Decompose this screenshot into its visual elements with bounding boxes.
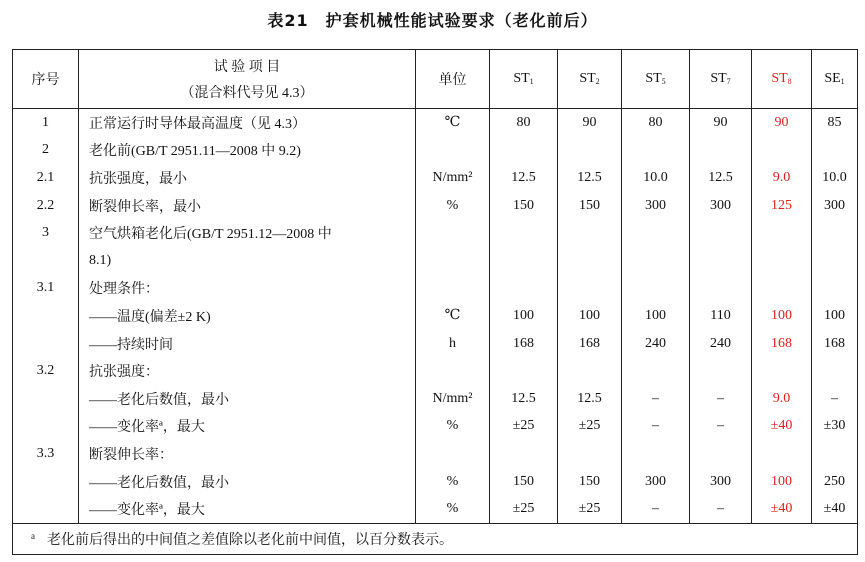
cell-value <box>622 275 690 303</box>
col-header-compound-5 <box>752 50 812 109</box>
cell-value <box>558 247 622 275</box>
col-header-compound-1 <box>490 50 558 109</box>
cell-value <box>490 357 558 385</box>
compound-code: ST <box>579 71 596 86</box>
footnote-text: 老化前后得出的中间值之差值除以老化前中间值，以百分数表示。 <box>47 532 453 548</box>
cell-value: 125 <box>752 192 812 220</box>
cell-value: 168 <box>752 330 812 358</box>
table-row <box>13 440 858 468</box>
table-title: 表21 护套机械性能试验要求（老化前后） <box>267 11 598 30</box>
cell-value: ±40 <box>752 413 812 441</box>
cell-unit: % <box>416 495 490 523</box>
cell-unit: ℃ <box>416 109 490 137</box>
cell-value <box>752 219 812 247</box>
cell-value <box>622 219 690 247</box>
footnote <box>13 523 858 554</box>
cell-value: 85 <box>812 109 858 137</box>
col-header-item-line2: （混合料代号见 4.3） <box>180 86 314 101</box>
cell-unit <box>416 357 490 385</box>
table-row <box>13 164 858 192</box>
cell-seq <box>13 302 79 330</box>
cell-value: 90 <box>752 109 812 137</box>
cell-item: 处理条件： <box>79 275 416 303</box>
table-row <box>13 192 858 220</box>
cell-value <box>622 357 690 385</box>
cell-value: 240 <box>622 330 690 358</box>
table-body <box>13 109 858 524</box>
compound-subscript: 1 <box>529 77 534 86</box>
compound-code: ST <box>710 71 727 86</box>
cell-value <box>690 219 752 247</box>
cell-seq <box>13 247 79 275</box>
cell-value: 150 <box>558 468 622 496</box>
cell-unit: h <box>416 330 490 358</box>
cell-value: 300 <box>690 192 752 220</box>
table-row <box>13 137 858 165</box>
cell-value <box>752 440 812 468</box>
cell-value: ±40 <box>752 495 812 523</box>
cell-value: – <box>622 495 690 523</box>
cell-seq: 3.1 <box>13 275 79 303</box>
cell-value <box>690 137 752 165</box>
cell-value: 300 <box>690 468 752 496</box>
cell-value: 100 <box>812 302 858 330</box>
cell-value: 80 <box>622 109 690 137</box>
cell-item: ——变化率ª，最大 <box>79 495 416 523</box>
cell-value: 240 <box>690 330 752 358</box>
cell-value <box>558 137 622 165</box>
compound-subscript: 5 <box>661 77 666 86</box>
cell-value <box>690 440 752 468</box>
cell-value: 80 <box>490 109 558 137</box>
cell-item: 空气烘箱老化后(GB/T 2951.12—2008 中 <box>79 219 416 247</box>
cell-value: ±40 <box>812 495 858 523</box>
col-header-item <box>79 50 416 109</box>
cell-value: 9.0 <box>752 385 812 413</box>
cell-item: ——老化后数值，最小 <box>79 385 416 413</box>
cell-value <box>558 275 622 303</box>
cell-seq <box>13 468 79 496</box>
cell-value: ±30 <box>812 413 858 441</box>
cell-item: 8.1) <box>79 247 416 275</box>
cell-value <box>752 275 812 303</box>
cell-value: 90 <box>558 109 622 137</box>
cell-item: ——变化率ª，最大 <box>79 413 416 441</box>
cell-value: 90 <box>690 109 752 137</box>
table-row <box>13 330 858 358</box>
footnote-row <box>13 523 858 554</box>
cell-item: ——持续时间 <box>79 330 416 358</box>
col-header-item-line1: 试 验 项 目 <box>213 60 281 75</box>
table-row <box>13 357 858 385</box>
cell-value: 12.5 <box>490 385 558 413</box>
cell-value: 150 <box>558 192 622 220</box>
cell-value: 12.5 <box>558 164 622 192</box>
compound-code: ST <box>513 71 530 86</box>
cell-seq: 2 <box>13 137 79 165</box>
cell-seq <box>13 495 79 523</box>
cell-value: 150 <box>490 468 558 496</box>
col-header-unit: 单位 <box>416 50 490 109</box>
cell-value: ±25 <box>490 413 558 441</box>
cell-value <box>558 219 622 247</box>
cell-item: 断裂伸长率，最小 <box>79 192 416 220</box>
cell-value <box>812 275 858 303</box>
cell-value: 150 <box>490 192 558 220</box>
cell-value: 300 <box>622 468 690 496</box>
compound-code: SE <box>824 71 841 86</box>
cell-item: 老化前(GB/T 2951.11—2008 中 9.2) <box>79 137 416 165</box>
cell-value: 100 <box>622 302 690 330</box>
cell-value <box>490 440 558 468</box>
cell-unit <box>416 137 490 165</box>
cell-value: – <box>690 413 752 441</box>
cell-value: 168 <box>558 330 622 358</box>
cell-value: – <box>690 385 752 413</box>
cell-value: ±25 <box>558 413 622 441</box>
cell-value <box>812 219 858 247</box>
cell-unit: % <box>416 468 490 496</box>
table-row <box>13 247 858 275</box>
cell-value: ±25 <box>490 495 558 523</box>
col-header-compound-2 <box>558 50 622 109</box>
header-row <box>13 50 858 109</box>
cell-value <box>558 357 622 385</box>
cell-value: 100 <box>752 468 812 496</box>
col-header-compound-3 <box>622 50 690 109</box>
cell-seq <box>13 413 79 441</box>
cell-value: 12.5 <box>490 164 558 192</box>
cell-value <box>490 275 558 303</box>
cell-seq: 2.1 <box>13 164 79 192</box>
cell-seq: 2.2 <box>13 192 79 220</box>
cell-value: 300 <box>622 192 690 220</box>
table-row <box>13 219 858 247</box>
cell-value <box>622 247 690 275</box>
cell-value <box>752 137 812 165</box>
cell-item: 抗张强度： <box>79 357 416 385</box>
cell-value <box>690 357 752 385</box>
cell-seq <box>13 385 79 413</box>
cell-unit <box>416 440 490 468</box>
cell-item: ——温度(偏差±2 K) <box>79 302 416 330</box>
cell-unit: N/mm² <box>416 164 490 192</box>
cell-value: – <box>622 385 690 413</box>
cell-value <box>752 357 812 385</box>
table-row <box>13 385 858 413</box>
cell-unit: N/mm² <box>416 385 490 413</box>
cell-item: 抗张强度，最小 <box>79 164 416 192</box>
table-row <box>13 495 858 523</box>
footnote-mark: a <box>31 530 35 541</box>
cell-seq: 1 <box>13 109 79 137</box>
cell-value <box>558 440 622 468</box>
cell-unit: % <box>416 413 490 441</box>
compound-subscript: 8 <box>787 77 792 86</box>
table-row <box>13 468 858 496</box>
col-header-seq: 序号 <box>13 50 79 109</box>
cell-value <box>812 247 858 275</box>
cell-unit: ℃ <box>416 302 490 330</box>
compound-code: ST <box>645 71 662 86</box>
cell-value: 12.5 <box>558 385 622 413</box>
spec-table <box>12 49 858 555</box>
cell-value <box>490 137 558 165</box>
cell-value: 110 <box>690 302 752 330</box>
cell-value: 168 <box>490 330 558 358</box>
cell-value: 250 <box>812 468 858 496</box>
cell-value <box>812 440 858 468</box>
cell-seq: 3.2 <box>13 357 79 385</box>
compound-code: ST <box>771 71 788 86</box>
table-row <box>13 302 858 330</box>
cell-seq <box>13 330 79 358</box>
cell-value: 100 <box>752 302 812 330</box>
col-header-compound-6 <box>812 50 858 109</box>
cell-value: 100 <box>558 302 622 330</box>
cell-value <box>622 137 690 165</box>
cell-value: – <box>622 413 690 441</box>
cell-unit: % <box>416 192 490 220</box>
cell-value <box>812 137 858 165</box>
cell-value <box>812 357 858 385</box>
table-row <box>13 275 858 303</box>
cell-seq: 3.3 <box>13 440 79 468</box>
cell-value: 9.0 <box>752 164 812 192</box>
cell-unit <box>416 247 490 275</box>
cell-value: 168 <box>812 330 858 358</box>
cell-value <box>752 247 812 275</box>
compound-subscript: 2 <box>595 77 600 86</box>
cell-value <box>690 275 752 303</box>
cell-item: 正常运行时导体最高温度（见 4.3） <box>79 109 416 137</box>
cell-unit <box>416 275 490 303</box>
cell-value: ±25 <box>558 495 622 523</box>
cell-value: – <box>690 495 752 523</box>
cell-unit <box>416 219 490 247</box>
cell-value: 10.0 <box>812 164 858 192</box>
cell-item: ——老化后数值，最小 <box>79 468 416 496</box>
compound-subscript: 1 <box>840 77 845 86</box>
cell-value <box>690 247 752 275</box>
table-row <box>13 413 858 441</box>
cell-value <box>490 247 558 275</box>
cell-value: – <box>812 385 858 413</box>
cell-seq: 3 <box>13 219 79 247</box>
cell-value: 10.0 <box>622 164 690 192</box>
cell-item: 断裂伸长率： <box>79 440 416 468</box>
cell-value <box>622 440 690 468</box>
cell-value: 100 <box>490 302 558 330</box>
col-header-compound-4 <box>690 50 752 109</box>
cell-value <box>490 219 558 247</box>
cell-value: 300 <box>812 192 858 220</box>
table-row <box>13 109 858 137</box>
compound-subscript: 7 <box>726 77 731 86</box>
cell-value: 12.5 <box>690 164 752 192</box>
